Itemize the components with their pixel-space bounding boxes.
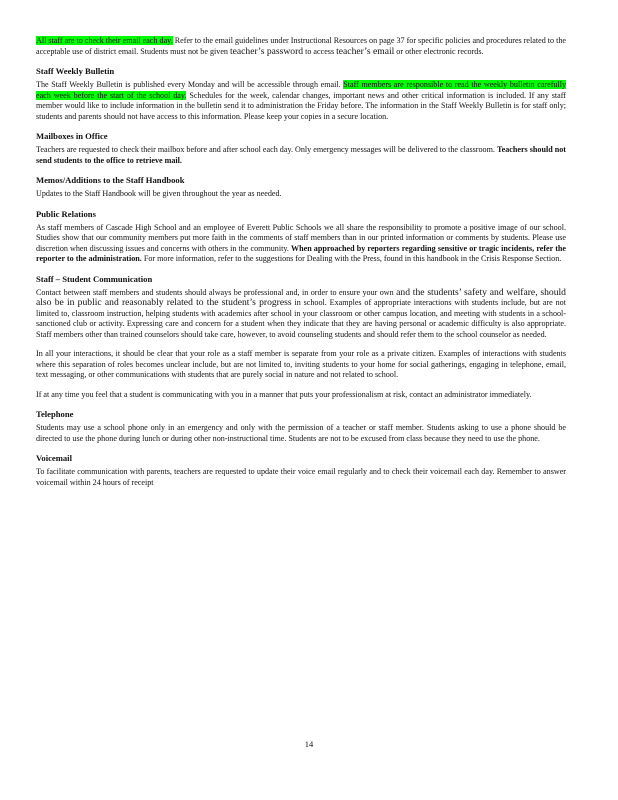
- staff-student-section: [36, 274, 566, 401]
- public-relations-text: As staff members of Cascade High School and an employee of Everett Public Schools we all share the responsibility to promote a positive image of our school. Studies show that our community members put more faith in the comments of staff members than in our printed information or comments by students. Please use discretion when discussing issues and concerns with others in the community.: [36, 222, 566, 253]
- memos-section: [36, 175, 566, 200]
- telephone-section: [36, 409, 566, 444]
- mailboxes-heading: Mailboxes in Office: [36, 131, 108, 141]
- intro-text: Refer to the email guidelines under Instructional Resources on page 37 for specific policies and procedures related to the acceptable use of district email. Students must not be given: [36, 36, 566, 56]
- bulletin-paragraph: [36, 80, 566, 122]
- intro-paragraph: [36, 36, 566, 57]
- bulletin-heading: Staff Weekly Bulletin: [36, 66, 115, 76]
- mailboxes-text: Teachers are requested to check their mailbox before and after school each day. Only emergency messages will be delivered to the classroom.: [36, 145, 497, 154]
- intro-end-text: or other electronic records.: [394, 46, 484, 56]
- staff-student-text-start: Contact between staff members and students should always be professional and, in order to ensure your own: [36, 287, 397, 297]
- intro-section: [36, 36, 566, 57]
- intro-mid-text: to access: [303, 46, 337, 56]
- staff-student-paragraph-1: [36, 288, 566, 341]
- bulletin-section: [36, 66, 566, 122]
- page-number: 14: [304, 739, 314, 749]
- public-relations-paragraph: [36, 223, 566, 265]
- telephone-heading: Telephone: [36, 409, 74, 419]
- public-relations-heading: Public Relations: [36, 208, 96, 219]
- staff-student-large-text: and the students’ safety and welfare, should also be in public and reasonably related to the student’s progress: [36, 286, 566, 308]
- memos-heading: Memos/Additions to the Staff Handbook: [36, 175, 185, 185]
- staff-student-paragraph-3: If at any time you feel that a student is communicating with you in a manner that puts your professionalism at risk, contact an administrator immediately.: [36, 389, 532, 399]
- public-relations-section: [36, 209, 566, 265]
- bulletin-text: The Staff Weekly Bulletin is published every Monday and will be accessible through email.: [36, 80, 344, 89]
- mailboxes-section: [36, 131, 566, 166]
- teacher-password-phrase: teacher’s password: [229, 45, 304, 57]
- intro-highlight: All staff are to check their email each day.: [36, 36, 173, 45]
- mailboxes-paragraph: [36, 145, 566, 166]
- voicemail-paragraph: To facilitate communication with parents, teachers are requested to update their voice email regularly and to check their voicemail each day. Remember to answer voicemail within 24 hours of receipt: [36, 467, 566, 487]
- bulletin-highlight: Staff members are responsible to read the weekly bulletin carefully each week before the start of the school day.: [36, 80, 566, 100]
- memos-paragraph: Updates to the Staff Handbook will be given throughout the year as needed.: [36, 189, 282, 198]
- voicemail-section: [36, 453, 566, 488]
- mailboxes-bold-text: Teachers should not send students to the office to retrieve mail.: [36, 145, 566, 165]
- staff-student-heading: Staff – Student Communication: [36, 273, 153, 284]
- staff-student-paragraph-2: In all your interactions, it should be clear that your role as a staff member is separate from your role as a private citizen. Examples of interactions with students where this separation of roles becomes unclear include, but are not limited to, inviting students to your home for social gatherings, engaging in telephone, email, text messaging, or other communications with students that are purely social in nature and not related to school.: [36, 349, 566, 379]
- staff-student-text-end: in school. Examples of appropriate interactions with students include, but are not limited to, classroom instruction, helping students with academics after school in your classroom or other campus location, and meeting with students in a school-sanctioned club or activity. Expressing care and concern for a student when they indicate that they are having personal or academic difficulty is also appropriate. Staff members other than trained counselors should take care, however, to avoid counseling students and should refer them to the school counselor as needed.: [36, 298, 566, 339]
- bulletin-text-after: Schedules for the week, calendar changes, important news and other critical information is included. If any staff member would like to include information in the bulletin send it to administration the Friday before. The information in the Staff Weekly Bulletin is for staff only; students and parents should not have access to this information. Please keep your copies in a secure location.: [36, 90, 567, 121]
- public-relations-bold-text: When approached by reporters regarding sensitive or tragic incidents, refer the reporter to the administration.: [36, 243, 566, 263]
- teacher-email-phrase: teacher’s email: [336, 45, 395, 57]
- voicemail-heading: Voicemail: [36, 453, 72, 463]
- page-content: [36, 36, 566, 497]
- public-relations-text-after: For more information, refer to the suggestions for Dealing with the Press, found in this handbook in the Crisis Response Section.: [141, 254, 562, 263]
- telephone-paragraph: Students may use a school phone only in an emergency and only with the permission of a teacher or staff member. Students asking to use a phone should be directed to use the phone during lunch or during other non-instructional time. Students are not to be excused from class because they need to use the phone.: [36, 423, 566, 443]
